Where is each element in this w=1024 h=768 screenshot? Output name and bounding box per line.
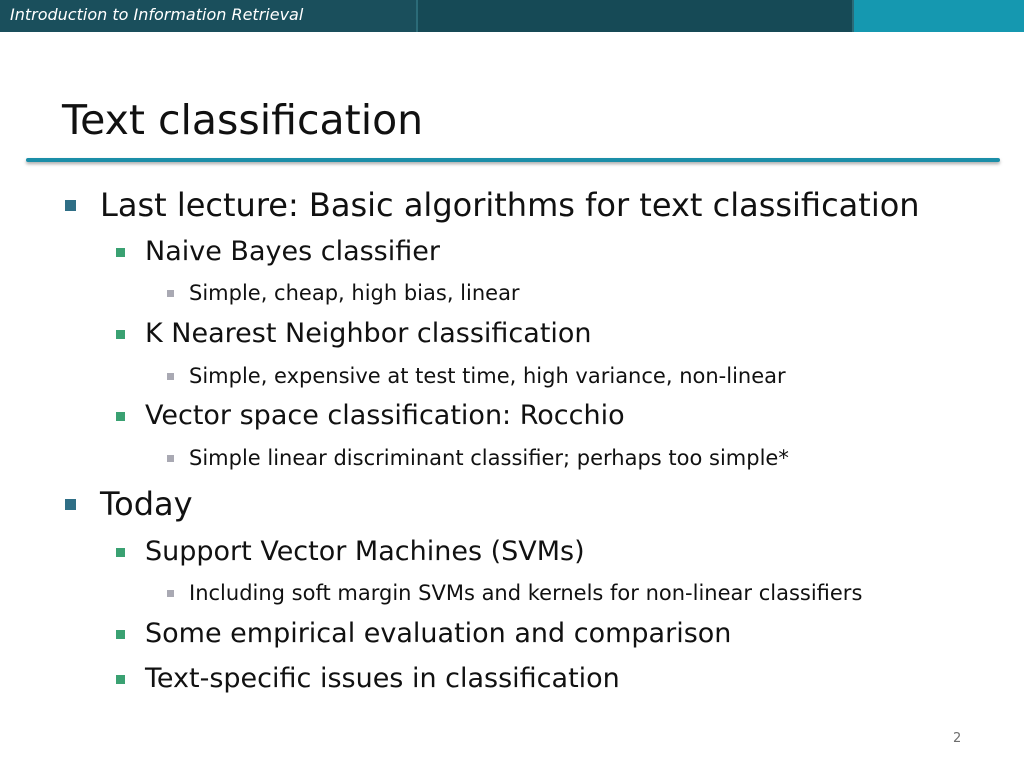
bullet-item xyxy=(145,236,440,267)
bullet-text: Simple linear discriminant classifier; perhaps too simple* xyxy=(189,446,789,470)
square-bullet-icon xyxy=(167,373,174,380)
bullet-item xyxy=(189,364,786,388)
square-bullet-icon xyxy=(167,590,174,597)
bullet-item xyxy=(145,400,625,431)
bullet-text: Simple, cheap, high bias, linear xyxy=(189,281,520,305)
bullet-text: Some empirical evaluation and comparison xyxy=(145,618,732,649)
bullet-text: Including soft margin SVMs and kernels for non-linear classifiers xyxy=(189,581,863,605)
square-bullet-icon xyxy=(116,630,125,639)
square-bullet-icon xyxy=(65,200,76,211)
square-bullet-icon xyxy=(116,548,125,557)
page-number: 2 xyxy=(953,731,962,746)
bullet-item xyxy=(145,318,592,349)
bullet-item xyxy=(100,186,920,224)
bullet-text: Vector space classification: Rocchio xyxy=(145,400,625,431)
square-bullet-icon xyxy=(116,330,125,339)
bullet-item xyxy=(145,618,731,649)
bullet-text: Naive Bayes classifier xyxy=(145,236,440,267)
square-bullet-icon xyxy=(167,455,174,462)
square-bullet-icon xyxy=(116,248,125,257)
bullet-text: Today xyxy=(100,485,193,523)
square-bullet-icon xyxy=(65,499,76,510)
bullet-text: Text-specific issues in classification xyxy=(145,663,620,694)
square-bullet-icon xyxy=(116,412,125,421)
bullet-text: K Nearest Neighbor classification xyxy=(145,318,592,349)
square-bullet-icon xyxy=(116,675,125,684)
square-bullet-icon xyxy=(167,290,174,297)
bullet-item xyxy=(100,485,193,523)
bullet-text: Simple, expensive at test time, high variance, non-linear xyxy=(189,364,786,388)
course-title: Introduction to Information Retrieval xyxy=(10,5,304,24)
bullet-text: Last lecture: Basic algorithms for text classification xyxy=(100,186,920,224)
bullet-item xyxy=(189,281,520,305)
bullet-item xyxy=(189,446,789,470)
bullet-item xyxy=(189,581,862,605)
slide-title: Text classification xyxy=(62,96,424,144)
bullet-item xyxy=(145,663,620,694)
bullet-item xyxy=(145,536,585,567)
bullet-text: Support Vector Machines (SVMs) xyxy=(145,536,585,567)
